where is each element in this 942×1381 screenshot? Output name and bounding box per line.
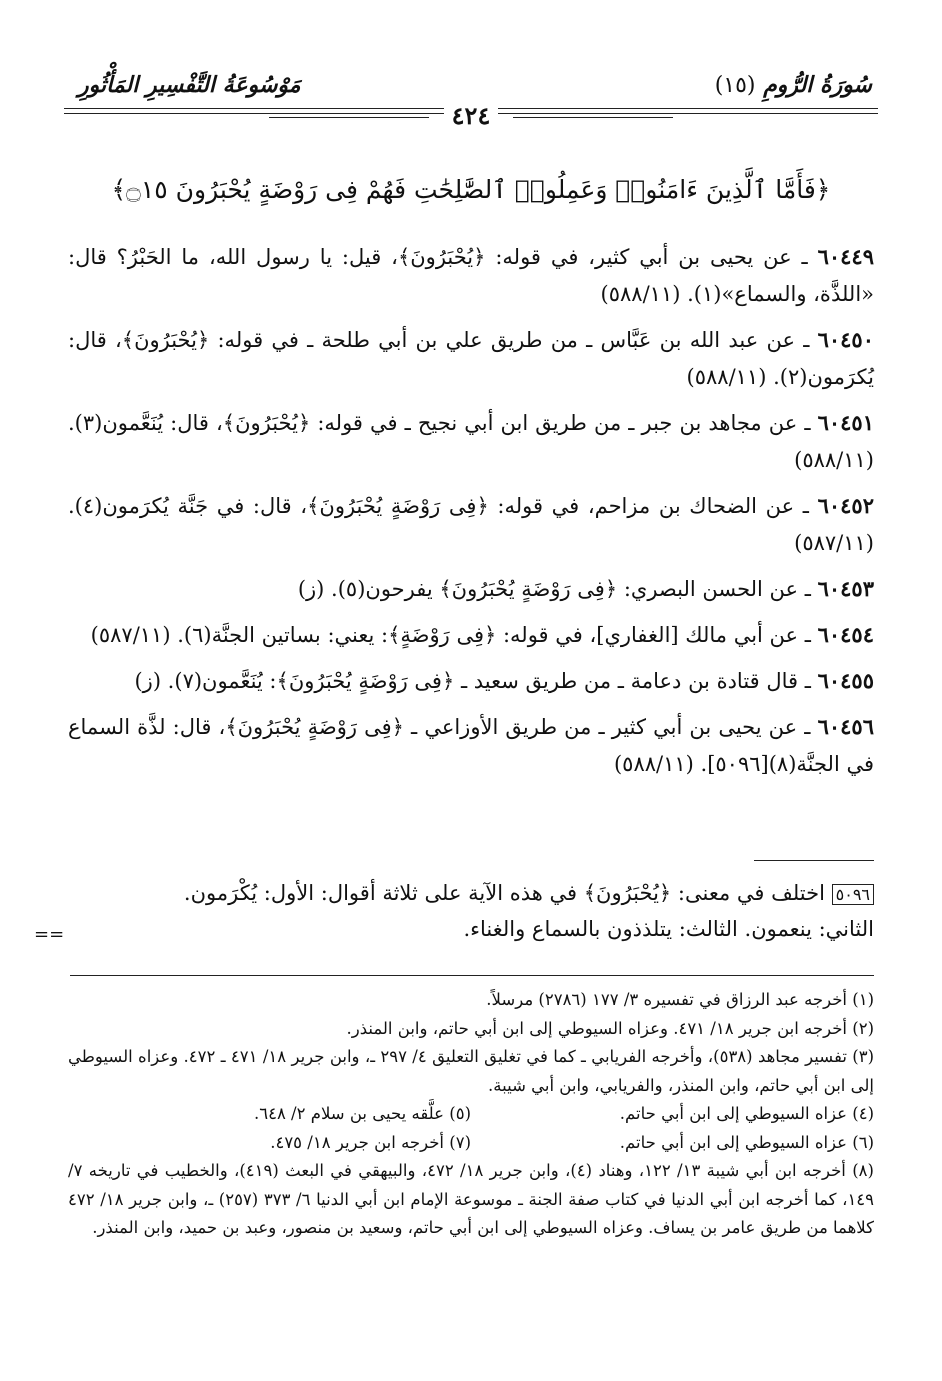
- narration-number: ٦٠٤٥٠: [817, 327, 874, 352]
- narration-text: ـ عن الضحاك بن مزاحم، في قوله: ﴿فِى رَوْضَةٍ يُحْبَرُونَ﴾، قال: في جَنَّة يُكرَمون(٤). (٥٨٧/١١): [68, 494, 874, 555]
- narration-text: ـ عن عبد الله بن عَبَّاس ـ من طريق علي بن أبي طلحة ـ في قوله: ﴿يُحْبَرُونَ﴾، قال: يُكرَمون(٢). (٥٨٨/١١): [68, 328, 874, 389]
- encyclopedia-title: مَوْسُوعَةُ التَّفْسِيرِ المَأْثُورِ: [78, 72, 301, 98]
- narration-number: ٦٠٤٥٦: [817, 714, 874, 739]
- footnote: (٤) عزاه السيوطي إلى ابن أبي حاتم.: [619, 1104, 874, 1123]
- footnote-pair: [68, 1100, 874, 1129]
- narration: [68, 238, 874, 313]
- footnote: (٦) عزاه السيوطي إلى ابن أبي حاتم.: [619, 1132, 874, 1152]
- narration-text: ـ عن الحسن البصري: ﴿فِى رَوْضَةٍ يُحْبَرُونَ﴾ يفرحون(٥). (ز): [297, 577, 811, 601]
- narration: [68, 321, 874, 396]
- narration-number: ٦٠٤٥١: [817, 410, 874, 435]
- narration-text: ـ عن مجاهد بن جبر ـ من طريق ابن أبي نجيح ـ في قوله: ﴿يُحْبَرُونَ﴾، قال: يُنَعَّمون(٣). (٥٨٨/١١): [68, 411, 874, 472]
- quran-verse: ﴿فَأَمَّا ٱلَّذِينَ ءَامَنُوا۟ وَعَمِلُوا۟ ٱلصَّٰلِحَٰتِ فَهُمْ فِى رَوْضَةٍ يُحْبَرُونَ ۝١٥﴾: [111, 175, 831, 204]
- narration-text: ـ عن يحيى بن أبي كثير، في قوله: ﴿يُحْبَرُونَ﴾، قيل: يا رسول الله، ما الحَبْرُ؟ قال: «اللذَّة، والسماع»(١). (٥٨٨/١١): [68, 245, 874, 306]
- ayah-reference: (١٥): [714, 73, 756, 98]
- footnote: (٨) أخرجه ابن أبي شيبة ١٣/ ١٢٢، وهناد (٤)، وابن جرير ١٨/ ٤٧٢، والبيهقي في البعث (٤١٩)، والخطيب في تاريخه ٧/ ١٤٩، كما أخرجه ابن أبي الدنيا في كتاب صفة الجنة ـ موسوعة الإمام ابن أبي الدنيا ٦/ ٣٧٣ (٢٥٧) ـ، وابن جرير ١٨/ ٤٧٢ كلاهما من طريق عامر بن يساف. وعزاه السيوطي إلى ابن أبي حاتم، وسعيد بن منصور، وعبد بن حميد، وابن المنذر.: [68, 1161, 875, 1237]
- footnote: (٥) علَّقه يحيى بن سلام ٢/ ٦٤٨.: [253, 1104, 471, 1123]
- narrations: [68, 238, 874, 791]
- surah-name: سُورَةُ الرُّومِ: [763, 72, 872, 98]
- narration: [68, 616, 874, 654]
- narration-number: ٦٠٤٥٤: [817, 622, 874, 647]
- commentary-line: الثاني: ينعمون. الثالث: يتلذذون بالسماع والغناء.: [463, 917, 874, 941]
- commentary-divider: [754, 860, 874, 861]
- footnote: (٧) أخرجه ابن جرير ١٨/ ٤٧٥.: [270, 1132, 471, 1152]
- narration-number: ٦٠٤٤٩: [817, 244, 874, 269]
- commentary-text: اختلف في معنى: ﴿يُحْبَرُونَ﴾ في هذه الآية على ثلاثة أقوال: الأول: يُكْرَمون.: [183, 881, 825, 905]
- footnote: (١) أخرجه عبد الرزاق في تفسيره ٣/ ١٧٧ (٢٧٨٦) مرسلاً.: [486, 990, 874, 1009]
- narration-number: ٦٠٤٥٥: [817, 668, 874, 693]
- page-number: ٤٢٤: [444, 101, 499, 130]
- continuation-mark: ==: [34, 924, 65, 945]
- commentary-line: [68, 876, 874, 912]
- commentary-number-box: ٥٠٩٦: [832, 884, 874, 905]
- surah-header: [715, 72, 872, 98]
- narration-text: ـ عن يحيى بن أبي كثير ـ من طريق الأوزاعي ـ ﴿فِى رَوْضَةٍ يُحْبَرُونَ﴾، قال: لذَّة السماع في الجنَّة(٨)[٥٠٩٦]. (٥٨٨/١١): [68, 715, 874, 776]
- commentary: [68, 876, 874, 946]
- footnotes: [68, 986, 874, 1243]
- narration: [68, 662, 874, 700]
- page-number-ornament-right: [513, 117, 673, 118]
- footnote-divider: [70, 975, 874, 976]
- footnote: (٣) تفسير مجاهد (٥٣٨)، وأخرجه الفريابي ـ كما في تغليق التعليق ٤/ ٢٩٧ ـ، وابن جرير ١٨/ ٤٧١ ـ ٤٧٢. وعزاه السيوطي إلى ابن أبي حاتم، وابن المنذر، والفريابي، وابن أبي شيبة.: [68, 1047, 874, 1095]
- footnote: (٢) أخرجه ابن جرير ١٨/ ٤٧١. وعزاه السيوطي إلى ابن أبي حاتم، وابن المنذر.: [346, 1018, 874, 1038]
- narration-text: ـ عن أبي مالك [الغفاري]، في قوله: ﴿فِى رَوْضَةٍ﴾: يعني: بساتين الجنَّة(٦). (٥٨٧/١١): [90, 623, 811, 647]
- narration: [68, 708, 874, 783]
- page-number-band: [0, 101, 942, 130]
- narration-number: ٦٠٤٥٢: [817, 493, 874, 518]
- narration: [68, 404, 874, 479]
- page-number-ornament-left: [269, 117, 429, 118]
- narration-number: ٦٠٤٥٣: [817, 576, 874, 601]
- footnote-pair: [68, 1129, 874, 1158]
- narration: [68, 487, 874, 562]
- narration-text: ـ قال قتادة بن دعامة ـ من طريق سعيد ـ ﴿فِى رَوْضَةٍ يُحْبَرُونَ﴾: يُنَعَّمون(٧). (ز): [134, 669, 811, 693]
- narration: [68, 570, 874, 608]
